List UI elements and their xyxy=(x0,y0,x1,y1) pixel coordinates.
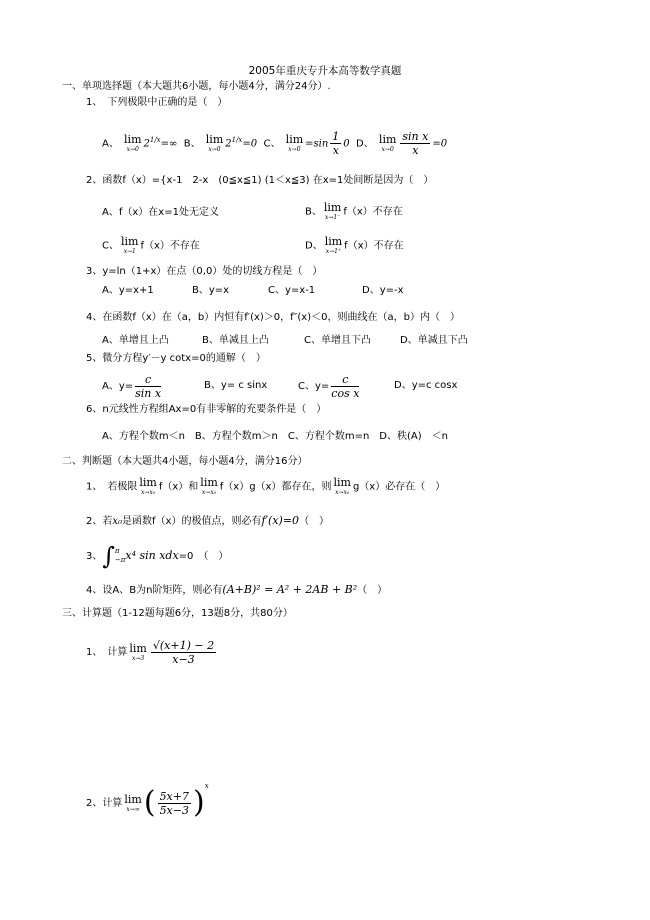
q1-options: A、 lim x→0 $2^{1/x}=\infty$ B、 lim x→0 $2^{1/x}=0$ C、 lim x→0 =sin $\frac{1}{x}$ 0 D、 lim x→0 $\frac{\text{sin x}}{x}$ =0 xyxy=(102,129,448,157)
q4-option-a: A、单增且上凸 xyxy=(102,335,169,346)
q1-option-c-label: C、 xyxy=(263,138,281,150)
q1-c-limit: lim x→0 xyxy=(285,132,304,153)
q5-option-c: C、y= $\frac{c}{\text{cos x}}$ xyxy=(298,372,360,400)
q1-b-limit: lim x→0 xyxy=(205,132,224,153)
calc-q1: 1、 计算 lim x→3 $\frac{√(x+1) - 2}{x-3}$ xyxy=(86,638,215,666)
q1-option-b-label: B、 xyxy=(183,138,201,150)
q2-option-d: D、 lim x→1⁺ f（x）不存在 xyxy=(305,235,404,255)
q3-stem: 3、y=ln（1+x）在点（0,0）处的切线方程是（ ） xyxy=(86,266,323,277)
judge-q4: 4、设A、B为n阶矩阵，则必有(A+B)² = A² + 2AB + B²（ ） xyxy=(86,583,388,596)
q5-stem: 5、微分方程y′－y cotx=0的通解（ ） xyxy=(86,353,266,364)
section-3-header: 三、计算题（1-12题每题6分，13题8分，共80分） xyxy=(62,608,293,619)
q5-option-d: D、y=c cosx xyxy=(394,380,458,391)
q4-stem: 4、在函数f（x）在（a，b）内恒有f′(x)＞0，f″(x)＜0，则曲线在（a，b）内（ ） xyxy=(86,312,460,323)
q6-stem: 6、n元线性方程组Ax=0有非零解的充要条件是（ ） xyxy=(86,404,327,415)
q3-option-d: D、y=-x xyxy=(362,285,404,296)
q3-option-b: B、y=x xyxy=(192,285,230,296)
q1-c-fraction: $\frac{1}{x}$ xyxy=(332,129,340,157)
calc-q2: 2、计算 lim x→∞ ( $\frac{5x+7}{5x-3}$ )$^x$ xyxy=(86,782,209,820)
q5-option-a: A、y= $\frac{c}{\text{sin x}}$ xyxy=(102,372,162,400)
q2-stem: 2、函数f（x）={x-1 2-x (0≦x≦1) (1＜x≦3) 在x=1处间断是因为（ ） xyxy=(86,175,434,186)
section-2-header: 二、判断题（本大题共4小题，每小题4分，满分16分） xyxy=(62,456,308,467)
q1-a-limit: lim x→0 xyxy=(124,132,142,153)
section-1-header: 一、单项选择题（本大题共6小题，每小题4分，满分24分）. xyxy=(62,81,331,92)
q3-option-c: C、y=x-1 xyxy=(268,285,316,296)
q2-option-b: B、 lim x→1⁻ f（x）不存在 xyxy=(305,201,403,221)
judge-q2: 2、若x₀是函数f（x）的极值点，则必有f′(x)=0（ ） xyxy=(86,514,330,527)
q5-option-b: B、y= c sinx xyxy=(204,380,268,391)
q4-option-d: D、单减且下凸 xyxy=(400,335,468,346)
q4-option-c: C、单增且下凸 xyxy=(304,335,371,346)
judge-q1: 1、 若极限 lim x→x₀ f（x）和 lim x→x₀ f（x）g（x）都存在，则 lim x→x₀ g（x）必存在（ ） xyxy=(86,476,446,496)
q4-option-b: B、单减且上凸 xyxy=(202,335,269,346)
page-title: 2005年重庆专升本高等数学真题 xyxy=(248,65,402,77)
q1-stem: 1、 下列极限中正确的是（ ） xyxy=(86,97,228,108)
q1-d-limit: lim x→0 xyxy=(378,132,397,153)
judge-q3: 3、∫ π −π x⁴ sin xdx=0 （ ） xyxy=(86,542,229,570)
q2-option-a: A、f（x）在x=1处无定义 xyxy=(102,207,219,218)
q1-option-a-label: A、 xyxy=(102,138,119,150)
q1-option-d-label: D、 xyxy=(356,138,374,150)
q2-option-c: C、 lim x→1 f（x）不存在 xyxy=(102,235,200,255)
q1-d-fraction: $\frac{\text{sin x}}{x}$ xyxy=(402,129,429,157)
q3-option-a: A、y=x+1 xyxy=(102,285,154,296)
q6-options: A、方程个数m＜n B、方程个数m＞n C、方程个数m=n D、秩(A) ＜n xyxy=(102,431,448,442)
